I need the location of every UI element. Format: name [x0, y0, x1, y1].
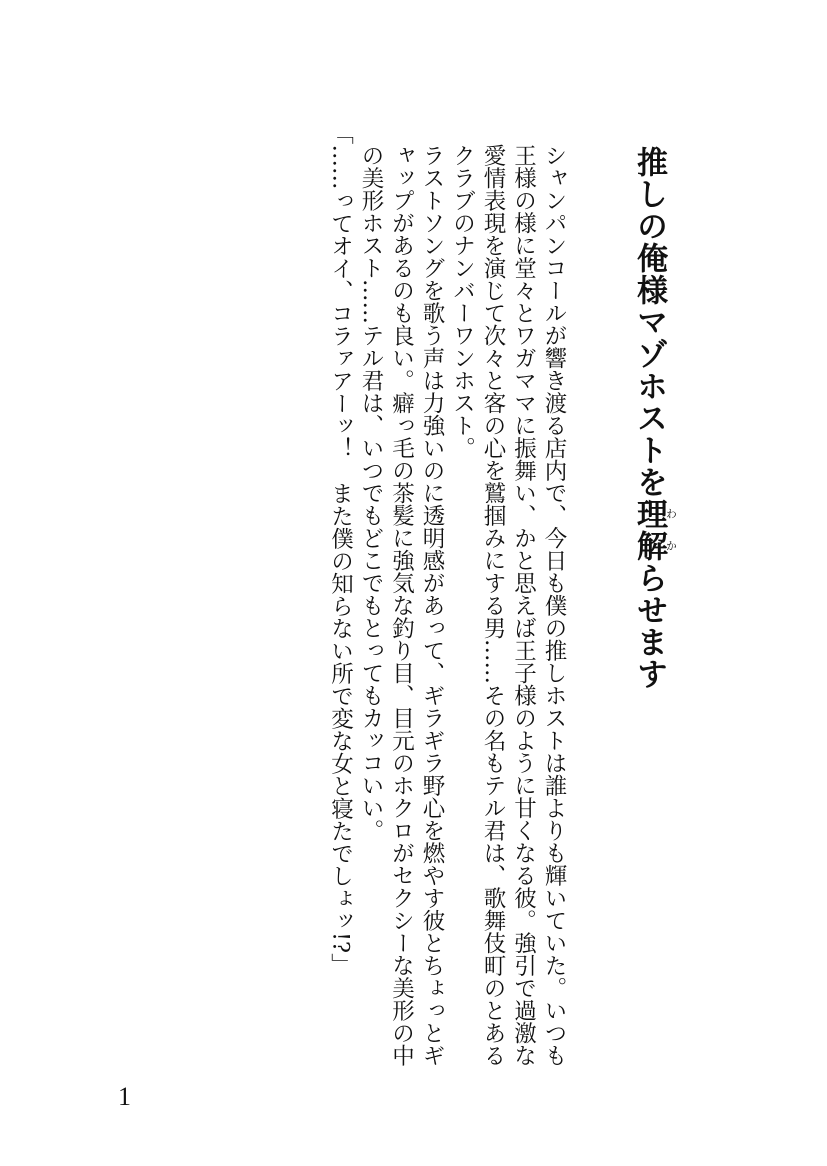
- title-text-after: らせます: [631, 562, 667, 690]
- paragraph: ラストソングを歌う声は力強いのに透明感があって、ギラギラ野心を燃やす彼とちょっとギャップがあるのも良い。癖っ毛の茶髪に強気な釣り目、目元のホクロがセクシーな美形の中の美形ホスト……テル君は、いつでもどこでもとってもカッコいい。: [358, 144, 445, 1067]
- title-ruby-base: 理解: [631, 498, 667, 562]
- dialogue-line: 「……ってオイ、コラァアーッ！ また僕の知らない所で変な女と寝たでしょッ!?」: [327, 122, 354, 976]
- title-ruby: [631, 498, 678, 562]
- page-number: 1: [118, 1082, 131, 1111]
- vertical-text-block: [325, 122, 677, 1072]
- paragraph: シャンパンコールが響き渡る店内で、今日も僕の推しホストは誰よりも輝いていた。いつも王様の様に堂々とワガママに振舞い、かと思えば王子様のように甘くなる彼。強引で過激な愛情表現を演じて次々と客の心を鷲掴みにする男……その名もテル君は、歌舞伎町のとあるクラブのナンバーワンホスト。: [449, 144, 567, 1067]
- chapter-title: [569, 146, 677, 1072]
- title-text-before: 推しの俺様マゾホストを: [631, 146, 667, 498]
- title-ruby-reading: わか: [664, 498, 678, 562]
